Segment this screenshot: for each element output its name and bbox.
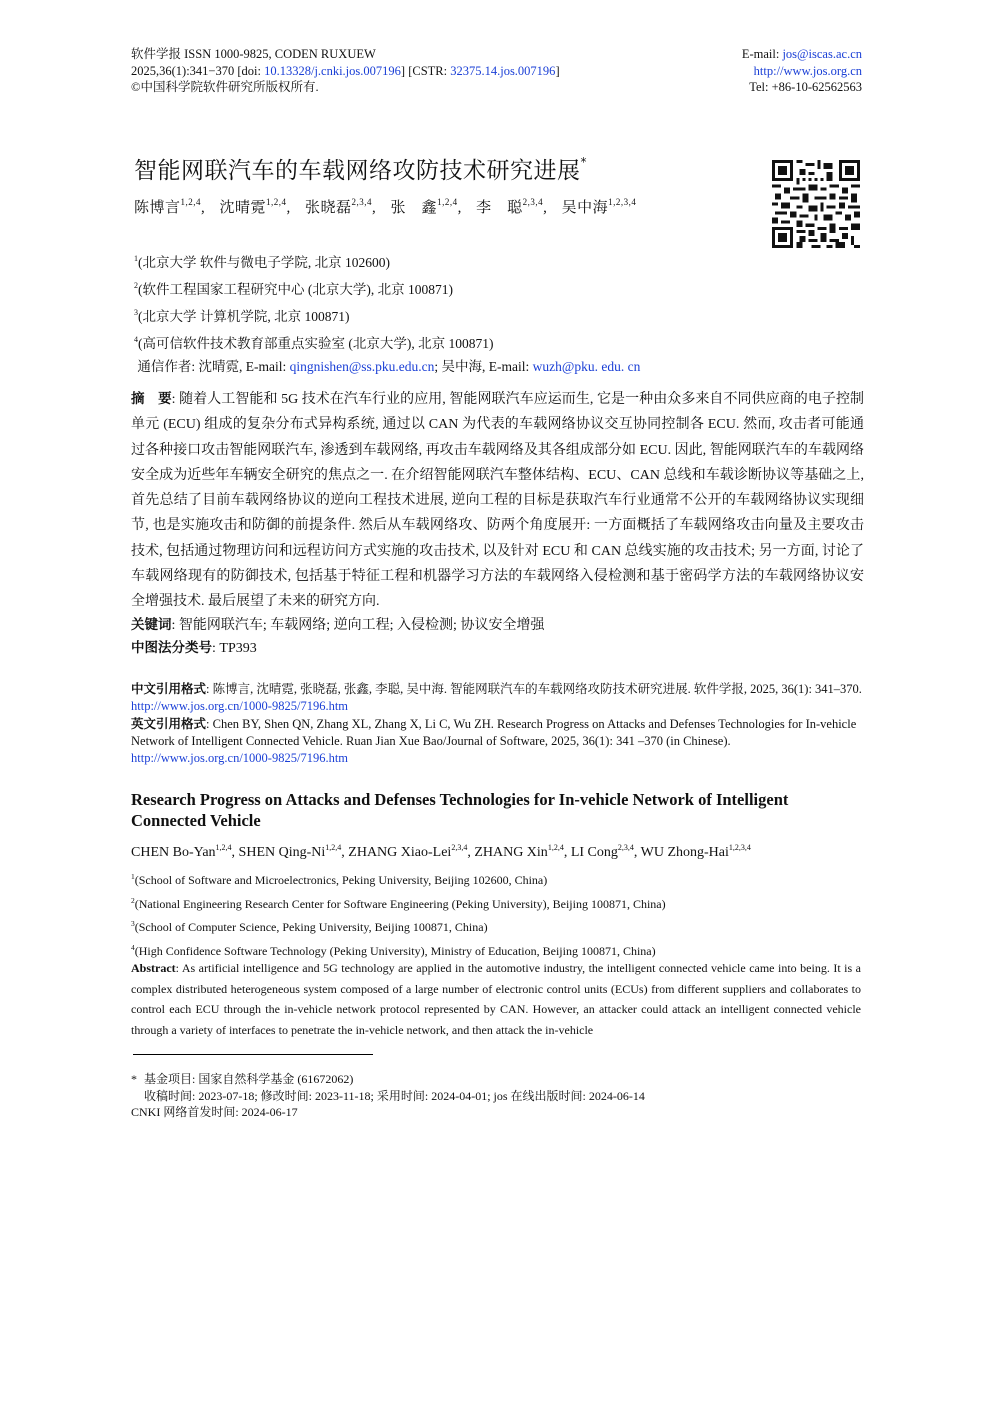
doi-link[interactable]: 10.13328/j.cnki.jos.007196 bbox=[264, 63, 401, 78]
citation-en-link[interactable]: http://www.jos.org.cn/1000-9825/7196.htm bbox=[131, 751, 349, 765]
footnote-line: 收稿时间: 2023-07-18; 修改时间: 2023-11-18; 采用时间: 2024-04-01; jos 在线出版时间: 2024-06-14 bbox=[144, 1088, 645, 1103]
abstract-en-text: : As artificial intelligence and 5G technology are applied in the automotive industry, the intelligent connected vehicle came into being. It is a complex distributed heterogeneous system composed of a large number of electronic control units (ECUs) from different suppliers and collaborates to control each ECU through the in-vehicle network protocol represented by CAN. However, an attacker could attack an intelligent connected vehicle through a variety of interfaces to penetrate the in-vehicle network, and then attack the in-vehicle bbox=[131, 961, 861, 1038]
author-cn: 吴中海$^{1,2,3,4}$ bbox=[561, 197, 637, 216]
volume-doi-line: 2025,36(1):341−370 [doi: 10.13328/j.cnki.jos.007196] [CSTR: 32375.14.jos.007196] bbox=[131, 63, 560, 78]
abstract-cn bbox=[131, 387, 864, 615]
journal-email-link[interactable]: jos@iscas.ac.cn bbox=[782, 47, 862, 61]
keywords-cn: 关键词: 智能网联汽车; 车载网络; 逆向工程; 入侵检测; 协议安全增强 bbox=[131, 617, 545, 633]
author-en: ZHANG Xiao-Lei$^{2,3,4}$, bbox=[348, 843, 475, 860]
email-link-wu[interactable]: wuzh@pku. edu. cn bbox=[532, 359, 641, 374]
paper-title-en: Research Progress on Attacks and Defenses Technologies for In-vehicle Network of Intelligent Connected Vehicle bbox=[131, 790, 789, 830]
citation-cn-link[interactable]: http://www.jos.org.cn/1000-9825/7196.htm bbox=[131, 699, 349, 713]
footnote-divider bbox=[133, 1054, 373, 1055]
citation-en: 英文引用格式: Chen BY, Shen QN, Zhang XL, Zhang X, Li C, Wu ZH. Research Progress on Attacks and Defenses Technologies for In-vehicle Network of Intelligent Connected Vehicle. Ruan Jian Xue Bao/Journal of Software, 2025, 36(1): 341 –370 (in Chinese). http://www.jos.org.cn/1000-9825/7196.htm bbox=[131, 716, 857, 765]
author-cn: 李 聪$^{2,3,4}$, bbox=[476, 197, 548, 216]
author-cn: 陈博言$^{1,2,4}$, bbox=[134, 197, 206, 216]
qr-code-image bbox=[772, 160, 860, 248]
corresponding-author: 通信作者: 沈晴霓, E-mail: qingnishen@ss.pku.edu.cn; 吴中海, E-mail: wuzh@pku. edu. cn bbox=[137, 359, 641, 374]
affiliations-en bbox=[131, 867, 666, 962]
author-list-cn bbox=[134, 196, 646, 217]
paper-title-cn: 智能网联汽车的车载网络攻防技术研究进展* bbox=[134, 155, 587, 184]
abstract-en-label: Abstract bbox=[131, 961, 176, 975]
journal-contact bbox=[742, 46, 862, 96]
affiliation-en: $^2$(National Engineering Research Center for Software Engineering (Peking University), Beijing 100871, China) bbox=[131, 895, 666, 911]
citation-cn: 中文引用格式: 陈博言, 沈晴霓, 张晓磊, 张鑫, 李聪, 吴中海. 智能网联汽车的车载网络攻防技术研究进展. 软件学报, 2025, 36(1): 341–370. http://www.jos.org.cn/1000-9825/7196.htm bbox=[131, 681, 862, 713]
clc-number: 中图法分类号: TP393 bbox=[131, 640, 257, 656]
footnote bbox=[131, 1071, 645, 1121]
journal-url-link[interactable]: http://www.jos.org.cn bbox=[753, 63, 862, 78]
affiliation-en: $^3$(School of Computer Science, Peking University, Beijing 100871, China) bbox=[131, 919, 488, 935]
journal-header bbox=[131, 46, 560, 96]
affiliation-en: $^4$(High Confidence Software Technology (Peking University), Ministry of Education, Beijing 100871, China) bbox=[131, 943, 656, 959]
copyright-line: ©中国科学院软件研究所版权所有. bbox=[131, 80, 319, 94]
affiliation-cn: $^2$(软件工程国家工程研究中心 (北京大学), 北京 100871) bbox=[134, 281, 453, 297]
abstract-cn-label: 摘 要 bbox=[131, 391, 172, 407]
affiliation-cn: $^3$(北京大学 计算机学院, 北京 100871) bbox=[134, 308, 350, 324]
abstract-en bbox=[131, 958, 861, 1041]
journal-issn: 软件学报 ISSN 1000-9825, CODEN RUXUEW bbox=[131, 47, 376, 61]
title-footnote-mark: * bbox=[580, 155, 587, 169]
author-en: SHEN Qing-Ni$^{1,2,4}$, bbox=[238, 843, 349, 860]
author-cn: 张晓磊$^{2,3,4}$, bbox=[305, 197, 377, 216]
abstract-cn-text: : 随着人工智能和 5G 技术在汽车行业的应用, 智能网联汽车应运而生, 它是一种由众多来自不同供应商的电子控制单元 (ECU) 组成的复杂分布式异构系统, 通过以 CAN 为代表的车载网络协议交互协同控制各 ECU. 然而, 攻击者可能通过各种接口攻击智能网联汽车, 渗透到车载网络, 再攻击车载网络及其各组成部分如 ECU. 因此, 智能网联汽车的车载网络安全成为近些年车辆安全研究的焦点之一. 在介绍智能网联汽车整体结构、ECU、CAN 总线和车载诊断协议等基础之上, 首先总结了目前车载网络协议的逆向工程技术进展, 逆向工程的目标是获取汽车行业通常不公开的车载网络协议实现细节, 也是实施攻击和防御的前提条件. 然后从车载网络攻、防两个角度展开: 一方面概括了车载网络攻击向量及主要攻击技术, 包括通过物理访问和远程访问方式实施的攻击技术, 以及针对 ECU 和 CAN 总线实施的攻击技术; 另一方面, 讨论了车载网络现有的防御技术, 包括基于特征工程和机器学习方法的车载网络入侵检测和基于密码学方法的车载网络协议安全增强技术. 最后展望了未来的研究方向. bbox=[131, 392, 864, 610]
affiliations-cn bbox=[134, 247, 640, 378]
footnote-line: CNKI 网络首发时间: 2024-06-17 bbox=[131, 1105, 298, 1119]
journal-tel: Tel: +86-10-62562563 bbox=[749, 80, 862, 94]
cstr-link[interactable]: 32375.14.jos.007196 bbox=[450, 63, 556, 78]
affiliation-en: $^1$(School of Software and Microelectronics, Peking University, Beijing 102600, China) bbox=[131, 872, 548, 887]
email-link-shen[interactable]: qingnishen@ss.pku.edu.cn bbox=[289, 359, 435, 374]
email-line: E-mail: jos@iscas.ac.cn bbox=[741, 47, 862, 61]
author-cn: 沈晴霓$^{1,2,4}$, bbox=[219, 197, 291, 216]
author-en: ZHANG Xin$^{1,2,4}$, bbox=[474, 843, 571, 860]
citation-formats bbox=[131, 680, 865, 767]
author-cn: 张 鑫$^{1,2,4}$, bbox=[390, 197, 462, 216]
author-en: WU Zhong-Hai$^{1,2,3,4}$ bbox=[640, 843, 751, 860]
author-list-en bbox=[131, 843, 751, 861]
affiliation-cn: $^4$(高可信软件技术教育部重点实验室 (北京大学), 北京 100871) bbox=[134, 335, 494, 351]
author-en: CHEN Bo-Yan$^{1,2,4}$, bbox=[131, 843, 239, 860]
affiliation-cn: $^1$(北京大学 软件与微电子学院, 北京 102600) bbox=[134, 254, 390, 270]
author-en: LI Cong$^{2,3,4}$, bbox=[570, 843, 641, 860]
footnote-line: * 基金项目: 国家自然科学基金 (61672062) bbox=[131, 1072, 354, 1086]
